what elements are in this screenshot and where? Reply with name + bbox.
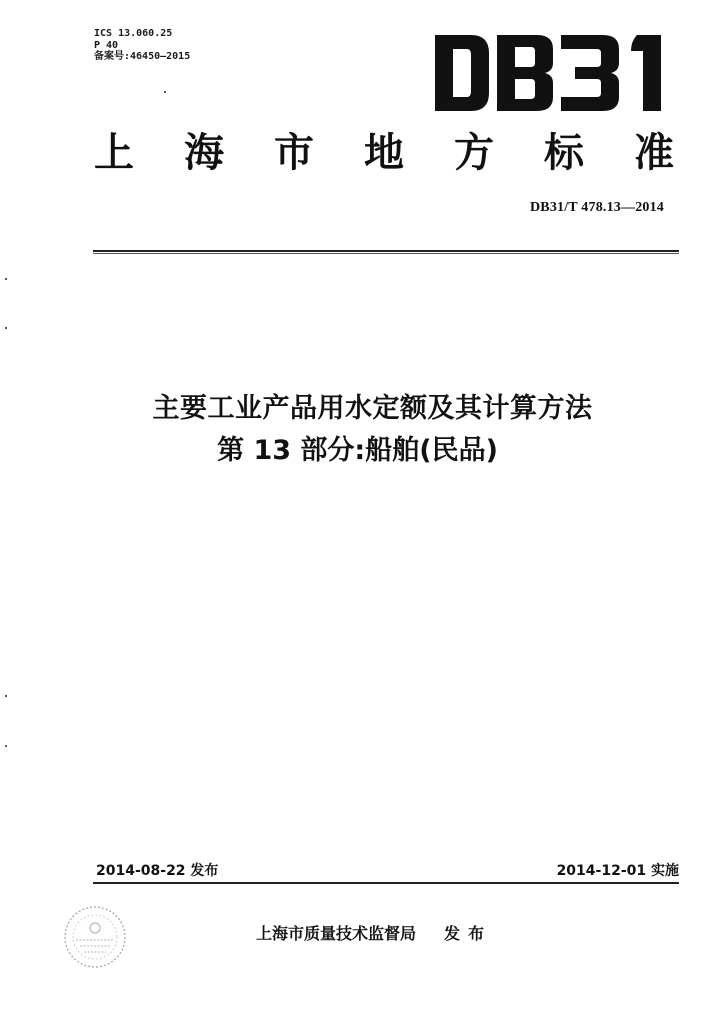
header-divider (93, 250, 679, 252)
scan-speck (164, 91, 166, 93)
heading-char: 上 (94, 130, 134, 176)
official-seal-stamp (62, 904, 128, 970)
filing-number: 备案号:46450—2015 (94, 51, 191, 62)
scan-speck (5, 327, 7, 329)
heading-char: 地 (364, 130, 404, 176)
issue-date: 2014-08-22 发布 (96, 863, 219, 879)
scan-speck (5, 278, 7, 280)
heading-char: 准 (634, 130, 674, 176)
standard-code: DB31/T 478.13—2014 (529, 200, 664, 215)
document-title (0, 388, 721, 472)
publish-label: 发布 (444, 924, 493, 943)
ics-code: ICS 13.060.25 (94, 28, 173, 39)
heading-char: 标 (544, 130, 584, 176)
publisher-name: 上海市质量技术监督局 (256, 924, 417, 943)
heading-char: 方 (454, 130, 494, 176)
scan-speck (5, 695, 7, 697)
standard-type-heading (94, 128, 674, 178)
classification-block (94, 28, 190, 63)
db31-logo (433, 31, 679, 115)
header-divider-thin (93, 253, 679, 254)
publisher-line (256, 921, 492, 944)
footer-divider (93, 882, 679, 884)
heading-char: 海 (184, 130, 224, 176)
category-code: P 40 (94, 39, 119, 51)
title-line-2: 第 13 部分:船舶(民品) (217, 435, 498, 466)
title-line-1: 主要工业产品用水定额及其计算方法 (152, 393, 593, 424)
heading-char: 市 (274, 130, 314, 176)
scan-speck (5, 745, 7, 747)
effective-date: 2014-12-01 实施 (556, 863, 679, 879)
